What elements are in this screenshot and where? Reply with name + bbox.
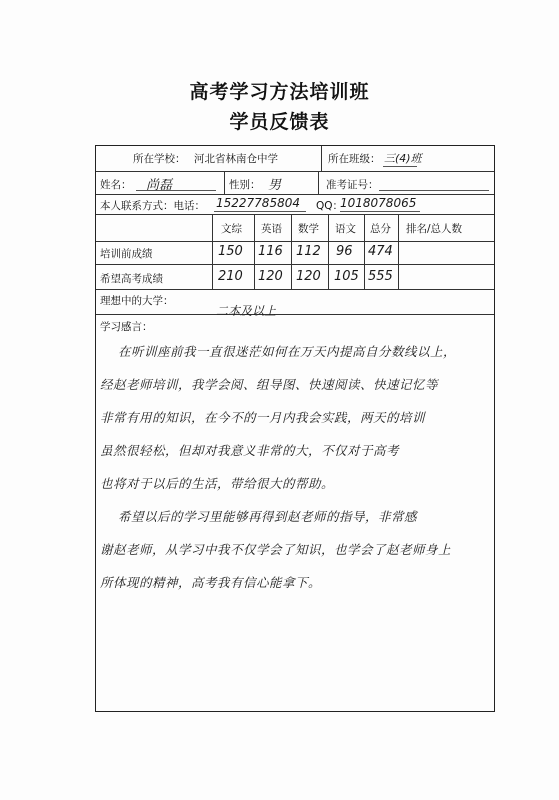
score-header: 语文	[335, 223, 356, 235]
page-title: 高考学习方法培训班	[189, 81, 370, 103]
gender-label: 性别：	[229, 179, 261, 191]
row-divider	[96, 194, 494, 195]
row-divider	[96, 241, 494, 242]
name-underline	[136, 190, 216, 191]
name-value: 尚磊	[146, 178, 173, 193]
feedback-line: 所体现的精神，高考我有信心能拿下。	[100, 575, 322, 590]
score-header: 总分	[370, 223, 391, 235]
qq-value: 1018078065	[340, 196, 417, 210]
before-training-label: 培训前成绩	[100, 248, 153, 260]
university-value: 二本及以上	[216, 304, 277, 318]
feedback-line: 在听训座前我一直很迷茫如何在万天内提高自分数线以上，	[118, 344, 457, 359]
row-divider	[96, 171, 494, 172]
score-cell: 96	[336, 244, 353, 259]
exam-id-underline	[379, 190, 489, 191]
score-header: 英语	[261, 223, 282, 235]
col-divider	[224, 171, 225, 194]
phone-underline	[214, 211, 306, 212]
score-header: 排名/总人数	[406, 223, 463, 235]
score-cell: 105	[334, 269, 359, 284]
school-value: 河北省林南仓中学	[194, 153, 278, 165]
col-divider	[398, 214, 399, 289]
university-label: 理想中的大学：	[100, 295, 174, 307]
target-score-label: 希望高考成绩	[100, 273, 163, 285]
feedback-form-table	[95, 145, 495, 712]
row-divider	[96, 264, 494, 265]
col-divider	[291, 214, 292, 289]
page-subtitle: 学员反馈表	[229, 111, 330, 133]
score-cell: 474	[368, 244, 393, 259]
col-divider	[318, 171, 319, 194]
row-divider	[96, 214, 494, 215]
class-underline	[383, 166, 417, 167]
feedback-line: 经赵老师培训，我学会阅、组导图、快速阅读、快速记忆等	[100, 377, 439, 392]
score-header: 数学	[298, 223, 319, 235]
col-divider	[212, 214, 213, 289]
class-label: 所在班级：	[328, 153, 381, 165]
score-cell: 120	[296, 269, 321, 284]
score-cell: 116	[258, 244, 283, 259]
feedback-line: 虽然很轻松，但却对我意义非常的大，不仅对于高考	[100, 443, 400, 458]
feedback-label: 学习感言：	[100, 321, 153, 333]
row-divider	[96, 289, 494, 290]
qq-label: QQ：	[316, 200, 344, 212]
exam-id-label: 准考证号：	[326, 179, 379, 191]
score-cell: 210	[218, 269, 243, 284]
feedback-line: 非常有用的知识，在今不的一月内我会实践，两天的培训	[100, 410, 426, 425]
score-cell: 112	[296, 244, 321, 259]
score-cell: 120	[258, 269, 283, 284]
qq-underline	[340, 211, 420, 212]
score-cell: 555	[368, 269, 393, 284]
score-header: 文综	[221, 223, 242, 235]
gender-value: 男	[268, 178, 282, 193]
school-label: 所在学校：	[133, 153, 186, 165]
feedback-line: 也将对于以后的生活，带给很大的帮助。	[100, 476, 335, 491]
feedback-line: 谢赵老师，从学习中我不仅学会了知识，也学会了赵老师身上	[100, 542, 452, 557]
contact-label: 本人联系方式：电话：	[100, 200, 205, 212]
col-divider	[328, 214, 329, 289]
col-divider	[254, 214, 255, 289]
col-divider	[364, 214, 365, 289]
row-divider	[96, 314, 494, 315]
feedback-line: 希望以后的学习里能够再得到赵老师的指导，非常感	[118, 509, 418, 524]
name-label: 姓名：	[100, 179, 132, 191]
class-value: 三(4)班	[384, 152, 422, 165]
phone-value: 15227785804	[216, 196, 300, 210]
col-divider	[321, 146, 322, 171]
score-cell: 150	[218, 244, 243, 259]
